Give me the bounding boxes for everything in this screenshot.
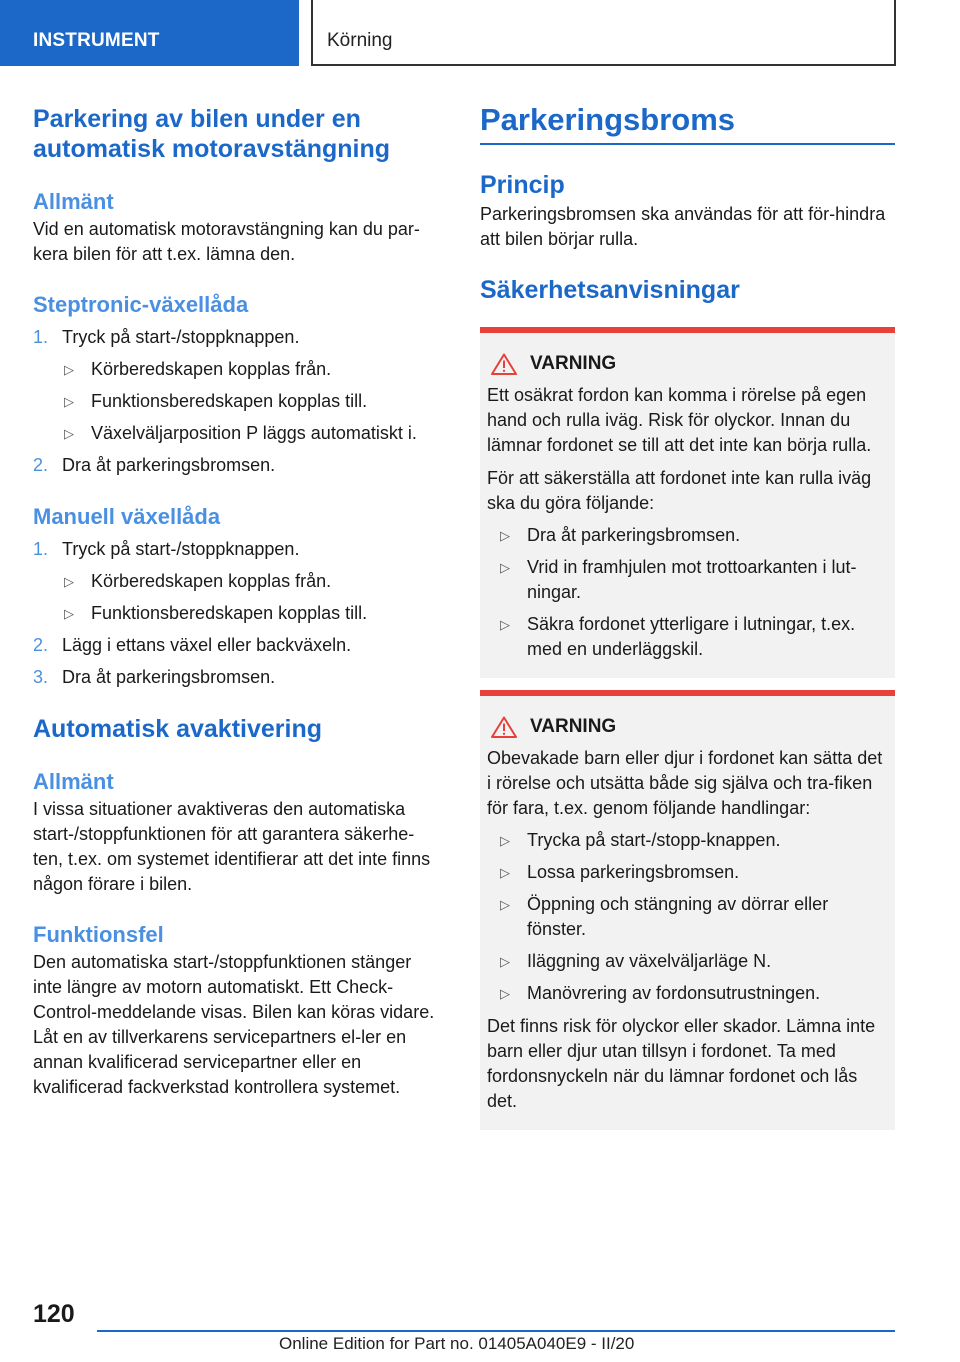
manual-heading: Manuell växellåda [33,504,221,529]
general-heading: Allmänt [33,189,114,214]
list-item [498,555,888,605]
list-item-text: Öppning och stängning av dörrar eller fönster. [527,894,829,939]
warning-header [491,714,888,740]
step-number: 1. [33,327,49,347]
warning-list [498,828,888,1006]
list-item [33,537,441,626]
parking-auto-stop-title: Parkering av bilen under en automatisk motoravstängning [33,105,390,163]
step-text: Tryck på start-/stoppknappen. [62,327,300,347]
triangle-bullet-icon: ▷ [64,362,74,377]
manual-substeps [62,569,441,626]
substep-text: Körberedskapen kopplas från. [91,571,332,591]
list-item-text: Dra åt parkeringsbromsen. [527,525,741,545]
list-item [62,357,441,382]
principle-text: Parkeringsbromsen ska användas för att för-hindra att bilen börjar rulla. [480,204,886,249]
list-item-text: Iläggning av växelväljarläge N. [527,951,772,971]
section-tab[interactable] [0,0,299,66]
auto-general-text: I vissa situationer avaktiveras den automatiska start-/stoppfunktionen för att garantera säkerhe-ten, t.ex. om systemet identifierar att det inte finns någon förare i bilen. [33,799,431,894]
step-text: Dra åt parkeringsbromsen. [62,667,276,687]
list-item [33,633,441,658]
list-item [62,421,441,446]
warning-triangle-icon [491,353,517,375]
left-column [33,100,441,1100]
triangle-bullet-icon: ▷ [64,574,74,589]
edition-text: Online Edition for Part no. 01405A040E9 - II/20 [279,1334,635,1353]
list-item [33,325,441,446]
triangle-bullet-icon: ▷ [500,528,510,543]
auto-deactivation-heading: Automatisk avaktivering [33,715,322,743]
step-number: 2. [33,635,49,655]
substep-text: Växelväljarposition P läggs automatiskt i. [91,423,417,443]
warning-box-1 [480,327,895,678]
warning-label: VARNING [530,353,617,374]
list-item-text: Lossa parkeringsbromsen. [527,862,740,882]
warning-text: Obevakade barn eller djur i fordonet kan sätta det i rörelse och utsätta både sig själva och tra-fiken för fara, t.ex. genom följande handlingar: [487,748,883,818]
list-item-text: Säkra fordonet ytterligare i lutningar, t.ex. med en underläggskil. [527,614,856,659]
fault-heading: Funktionsfel [33,922,164,947]
list-item-text: Manövrering av fordonsutrustningen. [527,983,821,1003]
title-divider [480,143,895,145]
list-item [33,665,441,690]
triangle-bullet-icon: ▷ [500,897,510,912]
list-item [498,949,888,974]
steptronic-substeps [62,357,441,446]
list-item-text: Trycka på start-/stopp-knappen. [527,830,781,850]
list-item [33,453,441,478]
step-number: 2. [33,455,49,475]
step-text: Tryck på start-/stoppknappen. [62,539,300,559]
triangle-bullet-icon: ▷ [500,833,510,848]
warning-box-2 [480,690,895,1130]
list-item [498,892,888,942]
list-item [62,601,441,626]
right-column [480,100,895,1130]
footer-divider [97,1330,895,1332]
list-item [498,523,888,548]
warning-label: VARNING [530,716,617,737]
chapter-tab-label: Körning [327,30,393,51]
triangle-bullet-icon: ▷ [500,560,510,575]
general-text: Vid en automatisk motoravstängning kan du par-kera bilen för att t.ex. lämna den. [33,219,420,264]
chapter-tab[interactable] [311,0,896,66]
triangle-bullet-icon: ▷ [500,954,510,969]
triangle-bullet-icon: ▷ [64,606,74,621]
fault-text: Den automatiska start-/stoppfunktionen stänger inte längre av motorn automatiskt. Ett Check-Control-meddelande visas. Bilen kan köras vidare. Låt en av tillverkarens servicepartners el-ler en annan kvalificerad servicepartner eller en kvalificerad fackverkstad kontrollera systemet. [33,952,435,1097]
steptronic-heading: Steptronic-växellåda [33,292,249,317]
warning-text: Det finns risk för olyckor eller skador. Lämna inte barn eller djur utan tillsyn i fordonet. Ta med fordonsnyckeln när du lämnar fordonet och lås det. [487,1016,876,1111]
warning-list [498,523,888,662]
manual-steps [33,537,441,690]
list-item [62,569,441,594]
list-item [498,860,888,885]
warning-text: Ett osäkrat fordon kan komma i rörelse på egen hand och rulla iväg. Risk för olyckor. Innan du lämnar fordonet se till att det inte kan börja rulla. [487,385,872,455]
step-number: 3. [33,667,49,687]
triangle-bullet-icon: ▷ [64,394,74,409]
substep-text: Funktionsberedskapen kopplas till. [91,391,368,411]
list-item [498,981,888,1006]
step-text: Lägg i ettans växel eller backväxeln. [62,635,352,655]
list-item [498,612,888,662]
section-tab-label: INSTRUMENT [33,30,160,51]
substep-text: Funktionsberedskapen kopplas till. [91,603,368,623]
triangle-bullet-icon: ▷ [500,865,510,880]
list-item [498,828,888,853]
steptronic-steps [33,325,441,478]
page-number: 120 [33,1300,75,1328]
principle-heading: Princip [480,171,565,199]
safety-heading: Säkerhetsanvisningar [480,276,740,304]
step-text: Dra åt parkeringsbromsen. [62,455,276,475]
triangle-bullet-icon: ▷ [500,617,510,632]
page-header [0,0,960,66]
warning-text: För att säkerställa att fordonet inte kan rulla iväg ska du göra följande: [487,468,872,513]
substep-text: Körberedskapen kopplas från. [91,359,332,379]
triangle-bullet-icon: ▷ [64,426,74,441]
warning-header [491,351,888,377]
parking-brake-title: Parkeringsbroms [480,102,735,137]
list-item-text: Vrid in framhjulen mot trottoarkanten i lut-ningar. [527,557,857,602]
auto-general-heading: Allmänt [33,769,114,794]
warning-triangle-icon [491,716,517,738]
list-item [62,389,441,414]
triangle-bullet-icon: ▷ [500,986,510,1001]
step-number: 1. [33,539,49,559]
